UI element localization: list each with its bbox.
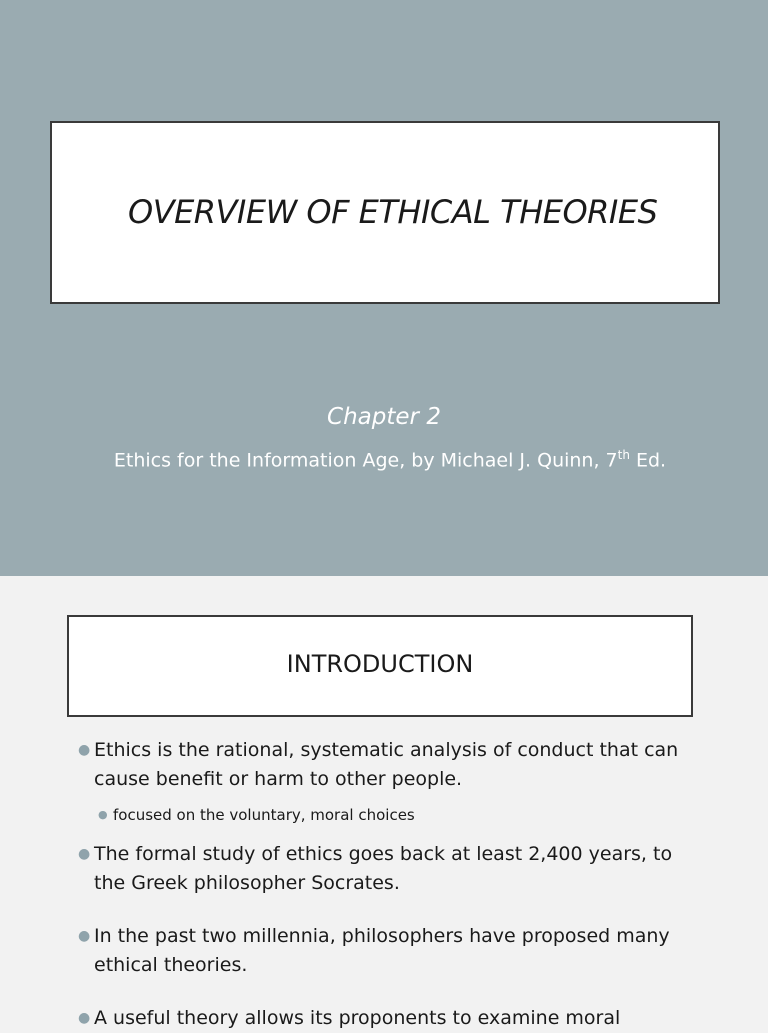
bullet-dot-icon: ●	[78, 742, 91, 758]
slide-title: OVERVIEW OF ETHICAL THEORIES	[128, 193, 658, 231]
title-box	[50, 121, 720, 304]
bullet-item	[78, 736, 698, 794]
chapter-label: Chapter 2	[327, 404, 441, 430]
subbullet-item	[98, 804, 698, 826]
subtitle-end: Ed.	[629, 449, 667, 472]
bullet-text: The formal study of ethics goes back at least 2,400 years, to the Greek philosopher Socrates.	[94, 843, 673, 894]
slide-heading: INTRODUCTION	[286, 650, 474, 678]
subbullet-text: focused on the voluntary, moral choices	[113, 806, 415, 824]
bullet-item	[78, 1004, 698, 1033]
bullet-item	[78, 922, 698, 980]
book-subtitle	[0, 448, 768, 471]
introduction-slide	[0, 576, 768, 1029]
bullet-dot-icon: ●	[78, 1010, 91, 1026]
bullet-text: A useful theory allows its proponents to examine moral	[94, 1007, 621, 1029]
bullet-item	[78, 840, 698, 898]
subtitle-superscript: th	[617, 448, 630, 462]
subtitle-main: Ethics for the Information Age, by Michael J. Quinn, 7	[113, 449, 618, 472]
bullet-text: Ethics is the rational, systematic analysis of conduct that can cause benefit or harm to other people.	[94, 739, 679, 790]
heading-box	[67, 615, 693, 717]
bullet-dot-icon: ●	[78, 846, 91, 862]
bullet-text: In the past two millennia, philosophers have proposed many ethical theories.	[94, 925, 670, 976]
bullet-dot-icon: ●	[98, 808, 108, 821]
bullet-dot-icon: ●	[78, 928, 91, 944]
